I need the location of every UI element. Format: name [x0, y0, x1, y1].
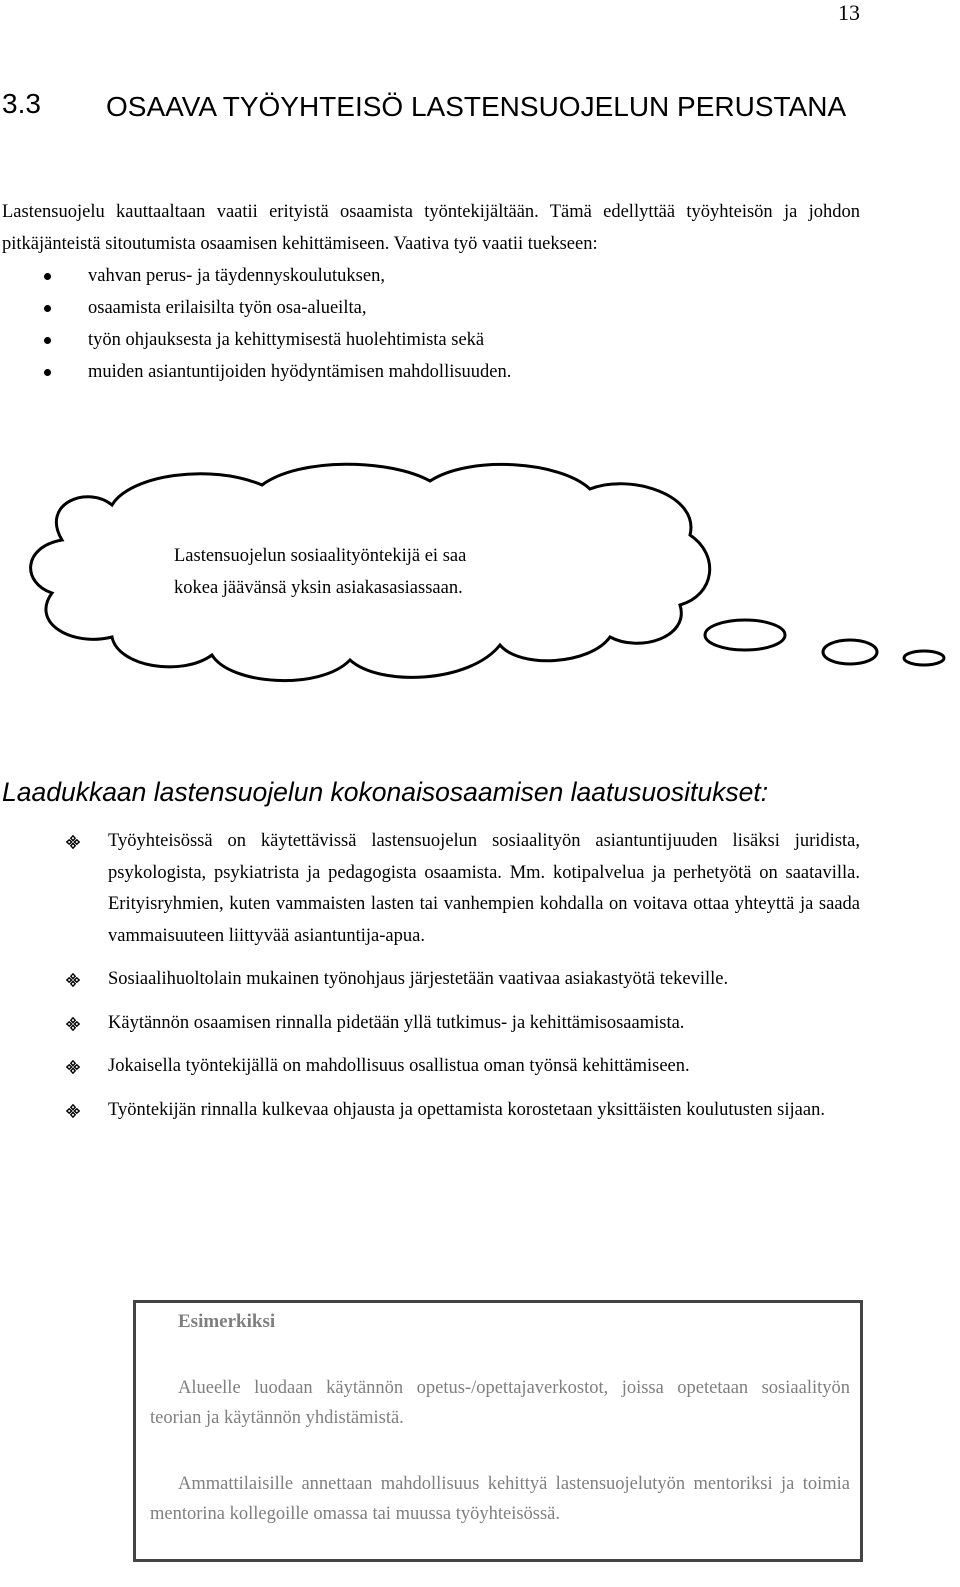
thought-bubble-large	[705, 620, 785, 650]
list-item	[0, 1095, 860, 1127]
list-item-text: Työyhteisössä on käytettävissä lastensuojelun sosiaalityön asiantuntijuuden lisäksi juridista, psykologista, psykiatrista ja pedagogista osaamista. Mm. kotipalvelua ja perhetyötä on saatavilla. Erityisryhmien, kuten vammaisten lasten tai vanhempien kohdalla on voitava ottaa yhteyttä ja saada vammaisuuteen liittyvää asiantuntija-apua.	[108, 831, 860, 946]
list-item	[0, 964, 860, 996]
list-item-text: Käytännön osaamisen rinnalla pidetään yllä tutkimus- ja kehittämisosaamista.	[108, 1012, 685, 1033]
list-item-text: Työntekijän rinnalla kulkevaa ohjausta ja opettamista korostetaan yksittäisten koulutusten sijaan.	[108, 1099, 825, 1120]
list-item-text: muiden asiantuntijoiden hyödyntämisen mahdollisuuden.	[88, 362, 512, 382]
intro-paragraph: Lastensuojelu kauttaaltaan vaatii erityistä osaamista työntekijältään. Tämä edellyttää työyhteisön ja johdon pitkäjänteistä sitoutumista osaamisen kehittämiseen. Vaativa työ vaatii tuekseen:	[2, 202, 860, 254]
list-item	[0, 1051, 860, 1083]
bullet-icon	[44, 305, 51, 312]
example-title: Esimerkiksi	[178, 1311, 276, 1332]
list-item-text: Jokaisella työntekijällä on mahdollisuus osallistua oman työnsä kehittämiseen.	[108, 1056, 690, 1076]
section-number: 3.3	[2, 88, 41, 119]
example-paragraph: Ammattilaisille annettaan mahdollisuus kehittyä lastensuojelutyön mentoriksi ja toimia mentorina kollegoille omassa tai muussa työyhteisössä.	[150, 1474, 850, 1524]
list-item-text: Sosiaalihuoltolain mukainen työnohjaus järjestetään vaativaa asiakastyötä tekeville.	[108, 969, 729, 989]
cloud-text-line: Lastensuojelun sosiaalityöntekijä ei saa	[174, 546, 467, 566]
thought-bubble-small	[904, 651, 944, 665]
requirements-list	[0, 260, 511, 388]
cloud-text	[174, 540, 574, 604]
diamond-bullet-icon	[66, 1017, 80, 1031]
list-item	[0, 324, 511, 356]
list-item	[0, 1008, 860, 1040]
diamond-bullet-icon	[66, 1060, 80, 1074]
thought-bubble-medium	[823, 640, 877, 664]
list-item-text: osaamista erilaisilta työn osa-alueilta,	[88, 298, 367, 318]
quality-heading: Laadukkaan lastensuojelun kokonaisosaamisen laatusuositukset:	[2, 777, 769, 807]
list-item	[0, 356, 511, 388]
bullet-icon	[44, 337, 51, 344]
list-item-text: vahvan perus- ja täydennyskoulutuksen,	[88, 266, 385, 286]
example-box	[133, 1300, 863, 1562]
diamond-bullet-icon	[66, 1104, 80, 1118]
bullet-icon	[44, 273, 51, 280]
section-title: OSAAVA TYÖYHTEISÖ LASTENSUOJELUN PERUSTANA	[106, 91, 847, 122]
example-paragraph: Alueelle luodaan käytännön opetus-/opettajaverkostot, joissa opetetaan sosiaalityön teorian ja käytännön yhdistämistä.	[150, 1378, 850, 1428]
list-item-text: työn ohjauksesta ja kehittymisestä huolehtimista sekä	[88, 330, 485, 350]
list-item	[0, 826, 860, 952]
cloud-text-line: kokea jäävänsä yksin asiakasasiassaan.	[174, 578, 463, 598]
diamond-bullet-icon	[66, 973, 80, 987]
bullet-icon	[44, 369, 51, 376]
diamond-bullet-icon	[66, 835, 80, 849]
quality-recommendations-list	[0, 826, 860, 1138]
list-item	[0, 292, 511, 324]
list-item	[0, 260, 511, 292]
page-number: 13	[838, 0, 860, 25]
